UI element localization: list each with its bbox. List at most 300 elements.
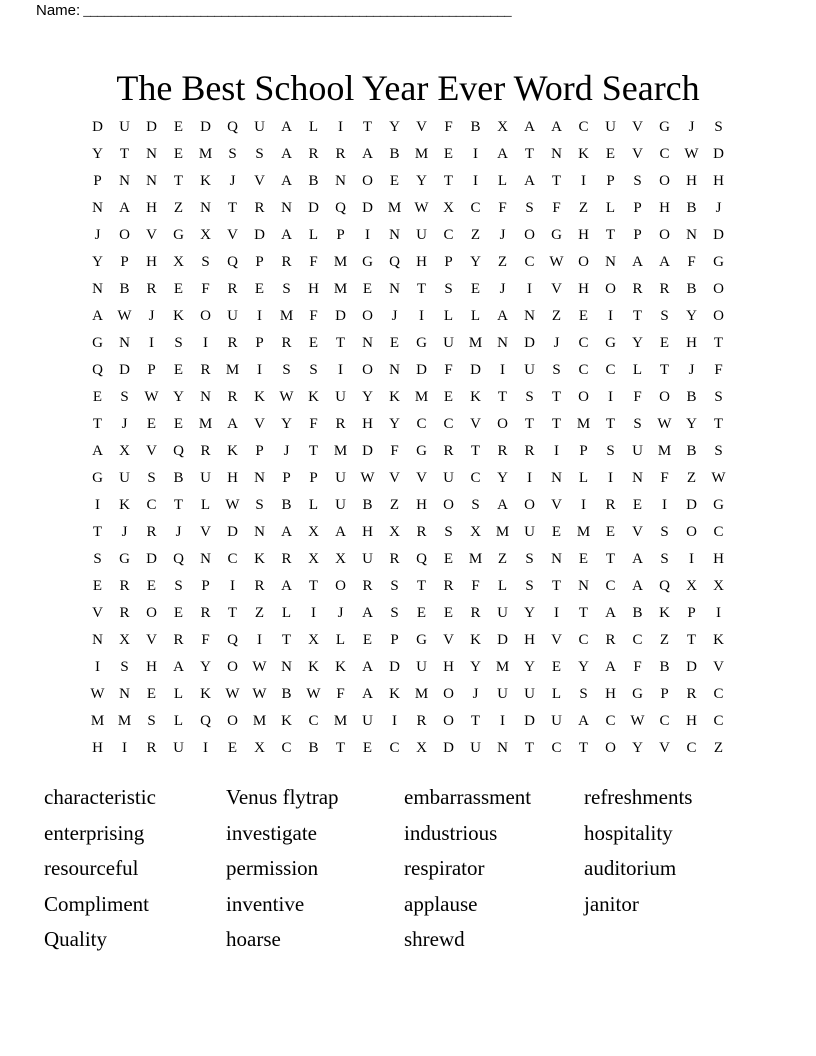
- grid-cell[interactable]: H: [146, 659, 157, 675]
- grid-cell[interactable]: M: [279, 308, 294, 324]
- grid-cell[interactable]: K: [470, 632, 481, 648]
- grid-cell[interactable]: F: [444, 119, 453, 135]
- grid-cell[interactable]: E: [443, 605, 454, 621]
- grid-cell[interactable]: A: [362, 146, 373, 162]
- grid-cell[interactable]: S: [633, 416, 642, 432]
- grid-cell[interactable]: P: [390, 632, 399, 648]
- grid-cell[interactable]: T: [524, 740, 535, 756]
- grid-cell[interactable]: T: [524, 416, 535, 432]
- grid-cell[interactable]: Y: [470, 254, 481, 270]
- grid-cell[interactable]: R: [416, 713, 427, 729]
- grid-cell[interactable]: S: [228, 146, 237, 162]
- grid-cell[interactable]: P: [633, 200, 642, 216]
- grid-cell[interactable]: D: [686, 659, 697, 675]
- word-list-item[interactable]: Compliment: [44, 891, 149, 916]
- grid-cell[interactable]: V: [146, 227, 157, 243]
- grid-cell[interactable]: A: [281, 173, 292, 189]
- grid-cell[interactable]: V: [227, 227, 238, 243]
- grid-cell[interactable]: A: [281, 146, 292, 162]
- grid-cell[interactable]: I: [581, 497, 586, 513]
- grid-cell[interactable]: C: [281, 740, 292, 756]
- grid-cell[interactable]: O: [659, 389, 670, 405]
- grid-cell[interactable]: S: [471, 497, 480, 513]
- grid-cell[interactable]: U: [443, 335, 454, 351]
- grid-cell[interactable]: L: [497, 173, 508, 189]
- grid-cell[interactable]: N: [551, 551, 562, 567]
- grid-cell[interactable]: L: [470, 308, 481, 324]
- grid-cell[interactable]: E: [173, 605, 184, 621]
- grid-cell[interactable]: L: [281, 605, 292, 621]
- grid-cell[interactable]: T: [335, 335, 346, 351]
- grid-cell[interactable]: B: [686, 389, 697, 405]
- grid-cell[interactable]: M: [495, 524, 510, 540]
- grid-cell[interactable]: W: [144, 389, 159, 405]
- grid-cell[interactable]: B: [119, 281, 130, 297]
- grid-cell[interactable]: S: [579, 686, 588, 702]
- grid-cell[interactable]: E: [659, 335, 670, 351]
- grid-cell[interactable]: P: [687, 605, 696, 621]
- grid-cell[interactable]: F: [633, 659, 642, 675]
- grid-cell[interactable]: N: [92, 632, 103, 648]
- grid-cell[interactable]: H: [578, 227, 589, 243]
- grid-cell[interactable]: N: [254, 524, 265, 540]
- grid-cell[interactable]: T: [659, 362, 670, 378]
- grid-cell[interactable]: X: [308, 551, 319, 567]
- grid-cell[interactable]: I: [662, 497, 667, 513]
- grid-cell[interactable]: R: [524, 443, 535, 459]
- grid-cell[interactable]: L: [578, 470, 589, 486]
- grid-cell[interactable]: F: [498, 200, 507, 216]
- grid-cell[interactable]: A: [497, 146, 508, 162]
- grid-cell[interactable]: C: [605, 713, 616, 729]
- grid-cell[interactable]: Y: [389, 119, 400, 135]
- grid-cell[interactable]: A: [362, 605, 373, 621]
- grid-cell[interactable]: R: [200, 605, 211, 621]
- grid-cell[interactable]: O: [119, 227, 130, 243]
- grid-cell[interactable]: T: [551, 416, 562, 432]
- grid-cell[interactable]: L: [632, 362, 643, 378]
- grid-cell[interactable]: M: [198, 146, 213, 162]
- grid-cell[interactable]: M: [576, 524, 591, 540]
- grid-cell[interactable]: O: [605, 281, 616, 297]
- grid-cell[interactable]: H: [713, 173, 724, 189]
- grid-cell[interactable]: W: [414, 200, 429, 216]
- grid-cell[interactable]: N: [362, 335, 373, 351]
- grid-cell[interactable]: M: [333, 254, 348, 270]
- grid-cell[interactable]: I: [500, 713, 505, 729]
- grid-cell[interactable]: P: [255, 443, 264, 459]
- grid-cell[interactable]: H: [686, 173, 697, 189]
- grid-cell[interactable]: I: [527, 281, 532, 297]
- grid-cell[interactable]: T: [605, 551, 616, 567]
- grid-cell[interactable]: O: [578, 254, 589, 270]
- grid-cell[interactable]: D: [227, 524, 238, 540]
- grid-cell[interactable]: Y: [173, 389, 184, 405]
- grid-cell[interactable]: I: [122, 740, 127, 756]
- grid-cell[interactable]: K: [200, 173, 211, 189]
- grid-cell[interactable]: V: [551, 632, 562, 648]
- grid-cell[interactable]: X: [443, 200, 454, 216]
- grid-cell[interactable]: V: [254, 416, 265, 432]
- grid-cell[interactable]: C: [605, 578, 616, 594]
- grid-cell[interactable]: N: [578, 578, 589, 594]
- grid-cell[interactable]: E: [308, 335, 319, 351]
- grid-cell[interactable]: K: [713, 632, 724, 648]
- grid-cell[interactable]: A: [632, 578, 643, 594]
- grid-cell[interactable]: D: [713, 227, 724, 243]
- grid-cell[interactable]: C: [659, 146, 670, 162]
- word-list-item[interactable]: hoarse: [226, 927, 281, 951]
- grid-cell[interactable]: U: [470, 740, 481, 756]
- grid-cell[interactable]: M: [198, 416, 213, 432]
- grid-cell[interactable]: N: [146, 146, 157, 162]
- grid-cell[interactable]: S: [714, 119, 723, 135]
- grid-cell[interactable]: E: [578, 551, 589, 567]
- grid-cell[interactable]: Z: [254, 605, 265, 621]
- grid-cell[interactable]: Z: [497, 551, 508, 567]
- grid-cell[interactable]: I: [311, 605, 316, 621]
- grid-cell[interactable]: R: [389, 551, 400, 567]
- grid-cell[interactable]: U: [119, 470, 130, 486]
- grid-cell[interactable]: K: [281, 713, 292, 729]
- grid-cell[interactable]: C: [713, 713, 724, 729]
- grid-cell[interactable]: N: [200, 551, 211, 567]
- grid-cell[interactable]: K: [578, 146, 589, 162]
- grid-cell[interactable]: B: [308, 173, 319, 189]
- grid-cell[interactable]: E: [173, 281, 184, 297]
- word-list-item[interactable]: inventive: [226, 891, 305, 916]
- grid-cell[interactable]: N: [146, 173, 157, 189]
- word-list-item[interactable]: respirator: [404, 856, 485, 880]
- grid-cell[interactable]: U: [551, 713, 562, 729]
- grid-cell[interactable]: G: [362, 254, 373, 270]
- grid-cell[interactable]: E: [362, 632, 373, 648]
- grid-cell[interactable]: H: [686, 713, 697, 729]
- grid-cell[interactable]: T: [416, 578, 427, 594]
- grid-cell[interactable]: B: [173, 470, 184, 486]
- grid-cell[interactable]: A: [551, 119, 562, 135]
- grid-cell[interactable]: M: [576, 416, 591, 432]
- grid-cell[interactable]: Q: [173, 443, 184, 459]
- grid-cell[interactable]: J: [715, 200, 722, 216]
- grid-cell[interactable]: A: [497, 308, 508, 324]
- grid-cell[interactable]: M: [333, 443, 348, 459]
- grid-cell[interactable]: H: [227, 470, 238, 486]
- grid-cell[interactable]: A: [119, 200, 130, 216]
- grid-cell[interactable]: T: [227, 200, 238, 216]
- grid-cell[interactable]: B: [362, 497, 373, 513]
- grid-cell[interactable]: W: [549, 254, 564, 270]
- grid-cell[interactable]: H: [416, 254, 427, 270]
- grid-cell[interactable]: N: [200, 200, 211, 216]
- grid-cell[interactable]: I: [95, 659, 100, 675]
- grid-cell[interactable]: D: [92, 119, 103, 135]
- grid-cell[interactable]: Q: [227, 632, 238, 648]
- grid-cell[interactable]: O: [362, 308, 373, 324]
- grid-cell[interactable]: R: [200, 443, 211, 459]
- grid-cell[interactable]: E: [362, 740, 373, 756]
- grid-cell[interactable]: A: [173, 659, 184, 675]
- grid-cell[interactable]: O: [146, 605, 157, 621]
- grid-cell[interactable]: T: [713, 416, 724, 432]
- grid-cell[interactable]: R: [443, 578, 454, 594]
- grid-cell[interactable]: X: [416, 740, 427, 756]
- grid-cell[interactable]: L: [308, 497, 319, 513]
- grid-cell[interactable]: J: [94, 227, 101, 243]
- grid-cell[interactable]: G: [119, 551, 130, 567]
- grid-cell[interactable]: M: [414, 686, 429, 702]
- grid-cell[interactable]: Y: [200, 659, 211, 675]
- grid-cell[interactable]: E: [416, 605, 427, 621]
- grid-cell[interactable]: E: [551, 659, 562, 675]
- grid-cell[interactable]: A: [632, 254, 643, 270]
- name-blank-line[interactable]: ______________________________________________________________: [83, 3, 511, 19]
- grid-cell[interactable]: A: [362, 686, 373, 702]
- grid-cell[interactable]: L: [173, 713, 184, 729]
- grid-cell[interactable]: Y: [686, 416, 697, 432]
- grid-cell[interactable]: S: [120, 389, 129, 405]
- grid-cell[interactable]: I: [554, 443, 559, 459]
- grid-cell[interactable]: T: [173, 173, 184, 189]
- grid-cell[interactable]: O: [659, 227, 670, 243]
- grid-cell[interactable]: Y: [524, 659, 535, 675]
- word-list-item[interactable]: auditorium: [584, 856, 677, 880]
- grid-cell[interactable]: V: [632, 119, 643, 135]
- grid-cell[interactable]: J: [472, 686, 479, 702]
- grid-cell[interactable]: U: [524, 686, 535, 702]
- grid-cell[interactable]: Q: [173, 551, 184, 567]
- grid-cell[interactable]: Q: [659, 578, 670, 594]
- grid-cell[interactable]: T: [92, 416, 103, 432]
- grid-cell[interactable]: W: [117, 308, 132, 324]
- grid-cell[interactable]: X: [713, 578, 724, 594]
- grid-cell[interactable]: B: [686, 200, 697, 216]
- grid-cell[interactable]: Q: [92, 362, 103, 378]
- grid-cell[interactable]: Z: [470, 227, 481, 243]
- grid-cell[interactable]: I: [581, 173, 586, 189]
- grid-cell[interactable]: R: [632, 281, 643, 297]
- grid-cell[interactable]: V: [551, 497, 562, 513]
- grid-cell[interactable]: W: [657, 416, 672, 432]
- grid-cell[interactable]: Y: [632, 740, 643, 756]
- grid-cell[interactable]: E: [92, 578, 103, 594]
- grid-cell[interactable]: H: [92, 740, 103, 756]
- grid-cell[interactable]: R: [335, 146, 346, 162]
- grid-cell[interactable]: S: [660, 308, 669, 324]
- grid-cell[interactable]: E: [173, 362, 184, 378]
- grid-cell[interactable]: E: [551, 524, 562, 540]
- grid-cell[interactable]: N: [632, 470, 643, 486]
- grid-cell[interactable]: P: [255, 335, 264, 351]
- grid-cell[interactable]: D: [362, 200, 373, 216]
- grid-cell[interactable]: W: [90, 686, 105, 702]
- grid-cell[interactable]: Q: [335, 200, 346, 216]
- grid-cell[interactable]: Y: [362, 389, 373, 405]
- grid-cell[interactable]: S: [552, 362, 561, 378]
- grid-cell[interactable]: A: [281, 524, 292, 540]
- grid-cell[interactable]: D: [713, 146, 724, 162]
- grid-cell[interactable]: F: [552, 200, 561, 216]
- grid-cell[interactable]: R: [254, 200, 265, 216]
- grid-cell[interactable]: J: [499, 227, 506, 243]
- grid-cell[interactable]: F: [633, 389, 642, 405]
- grid-cell[interactable]: K: [227, 443, 238, 459]
- grid-cell[interactable]: O: [200, 308, 211, 324]
- grid-cell[interactable]: G: [173, 227, 184, 243]
- grid-cell[interactable]: H: [443, 659, 454, 675]
- grid-cell[interactable]: R: [146, 524, 157, 540]
- grid-cell[interactable]: A: [659, 254, 670, 270]
- grid-cell[interactable]: H: [308, 281, 319, 297]
- grid-cell[interactable]: T: [119, 146, 130, 162]
- grid-cell[interactable]: M: [657, 443, 672, 459]
- grid-cell[interactable]: I: [419, 308, 424, 324]
- grid-cell[interactable]: S: [174, 335, 183, 351]
- grid-cell[interactable]: F: [201, 632, 210, 648]
- grid-cell[interactable]: I: [608, 470, 613, 486]
- grid-cell[interactable]: W: [360, 470, 375, 486]
- grid-cell[interactable]: O: [443, 686, 454, 702]
- grid-cell[interactable]: N: [551, 470, 562, 486]
- grid-cell[interactable]: B: [470, 119, 481, 135]
- grid-cell[interactable]: R: [416, 524, 427, 540]
- grid-cell[interactable]: A: [362, 659, 373, 675]
- grid-cell[interactable]: C: [713, 524, 724, 540]
- grid-cell[interactable]: M: [468, 335, 483, 351]
- grid-cell[interactable]: G: [605, 335, 616, 351]
- word-list-item[interactable]: janitor: [584, 891, 639, 916]
- grid-cell[interactable]: Z: [713, 740, 724, 756]
- grid-cell[interactable]: M: [468, 551, 483, 567]
- grid-cell[interactable]: Y: [497, 470, 508, 486]
- grid-cell[interactable]: S: [309, 362, 318, 378]
- grid-cell[interactable]: H: [146, 200, 157, 216]
- grid-cell[interactable]: X: [308, 524, 319, 540]
- grid-cell[interactable]: C: [389, 740, 400, 756]
- grid-cell[interactable]: C: [659, 713, 670, 729]
- grid-cell[interactable]: P: [336, 227, 345, 243]
- grid-cell[interactable]: F: [660, 470, 669, 486]
- grid-cell[interactable]: E: [173, 119, 184, 135]
- grid-cell[interactable]: J: [229, 173, 236, 189]
- grid-cell[interactable]: M: [387, 200, 402, 216]
- grid-cell[interactable]: R: [227, 389, 238, 405]
- grid-cell[interactable]: P: [606, 173, 615, 189]
- grid-cell[interactable]: B: [686, 281, 697, 297]
- grid-cell[interactable]: G: [416, 335, 427, 351]
- grid-cell[interactable]: G: [713, 497, 724, 513]
- grid-cell[interactable]: R: [605, 497, 616, 513]
- grid-cell[interactable]: M: [414, 389, 429, 405]
- grid-cell[interactable]: O: [362, 362, 373, 378]
- grid-cell[interactable]: S: [93, 551, 102, 567]
- grid-cell[interactable]: Q: [389, 254, 400, 270]
- grid-cell[interactable]: G: [92, 470, 103, 486]
- grid-cell[interactable]: Z: [173, 200, 184, 216]
- grid-cell[interactable]: D: [335, 308, 346, 324]
- grid-cell[interactable]: E: [146, 416, 157, 432]
- grid-cell[interactable]: C: [713, 686, 724, 702]
- grid-cell[interactable]: L: [173, 686, 184, 702]
- grid-cell[interactable]: S: [633, 173, 642, 189]
- grid-cell[interactable]: P: [444, 254, 453, 270]
- grid-cell[interactable]: I: [203, 335, 208, 351]
- grid-cell[interactable]: I: [527, 470, 532, 486]
- grid-cell[interactable]: A: [497, 497, 508, 513]
- word-list-item[interactable]: enterprising: [44, 820, 145, 845]
- grid-cell[interactable]: N: [389, 362, 400, 378]
- grid-cell[interactable]: Y: [281, 416, 292, 432]
- grid-cell[interactable]: E: [443, 389, 454, 405]
- grid-cell[interactable]: B: [659, 659, 670, 675]
- grid-cell[interactable]: P: [120, 254, 129, 270]
- grid-cell[interactable]: O: [686, 524, 697, 540]
- grid-cell[interactable]: C: [470, 470, 481, 486]
- grid-cell[interactable]: E: [173, 416, 184, 432]
- grid-cell[interactable]: O: [713, 281, 724, 297]
- grid-cell[interactable]: U: [416, 659, 427, 675]
- grid-cell[interactable]: C: [443, 416, 454, 432]
- grid-cell[interactable]: L: [605, 200, 616, 216]
- grid-cell[interactable]: S: [525, 551, 534, 567]
- grid-cell[interactable]: N: [254, 470, 265, 486]
- grid-cell[interactable]: T: [605, 227, 616, 243]
- grid-cell[interactable]: X: [119, 443, 130, 459]
- grid-cell[interactable]: W: [279, 389, 294, 405]
- grid-cell[interactable]: H: [578, 281, 589, 297]
- grid-cell[interactable]: H: [362, 524, 373, 540]
- grid-cell[interactable]: R: [443, 443, 454, 459]
- grid-cell[interactable]: S: [714, 389, 723, 405]
- grid-cell[interactable]: M: [90, 713, 105, 729]
- grid-cell[interactable]: W: [225, 497, 240, 513]
- grid-cell[interactable]: S: [390, 578, 399, 594]
- grid-cell[interactable]: P: [660, 686, 669, 702]
- grid-cell[interactable]: I: [500, 362, 505, 378]
- grid-cell[interactable]: G: [551, 227, 562, 243]
- grid-cell[interactable]: O: [659, 173, 670, 189]
- grid-cell[interactable]: M: [225, 362, 240, 378]
- grid-cell[interactable]: L: [497, 578, 508, 594]
- grid-cell[interactable]: N: [335, 173, 346, 189]
- grid-cell[interactable]: U: [335, 497, 346, 513]
- grid-cell[interactable]: T: [335, 740, 346, 756]
- grid-cell[interactable]: L: [335, 632, 346, 648]
- grid-cell[interactable]: A: [92, 443, 103, 459]
- grid-cell[interactable]: Y: [578, 659, 589, 675]
- grid-cell[interactable]: D: [362, 443, 373, 459]
- grid-cell[interactable]: I: [473, 146, 478, 162]
- grid-cell[interactable]: T: [551, 389, 562, 405]
- grid-cell[interactable]: C: [551, 740, 562, 756]
- grid-cell[interactable]: N: [524, 308, 535, 324]
- word-list-item[interactable]: shrewd: [404, 927, 465, 951]
- grid-cell[interactable]: A: [281, 578, 292, 594]
- grid-cell[interactable]: Y: [470, 659, 481, 675]
- grid-cell[interactable]: V: [146, 443, 157, 459]
- grid-cell[interactable]: H: [146, 254, 157, 270]
- grid-cell[interactable]: A: [281, 227, 292, 243]
- grid-cell[interactable]: O: [497, 416, 508, 432]
- grid-cell[interactable]: U: [416, 227, 427, 243]
- grid-cell[interactable]: R: [146, 281, 157, 297]
- grid-cell[interactable]: S: [120, 659, 129, 675]
- grid-cell[interactable]: C: [146, 497, 157, 513]
- grid-cell[interactable]: C: [632, 632, 643, 648]
- grid-cell[interactable]: L: [200, 497, 211, 513]
- grid-cell[interactable]: U: [443, 470, 454, 486]
- grid-cell[interactable]: J: [499, 281, 506, 297]
